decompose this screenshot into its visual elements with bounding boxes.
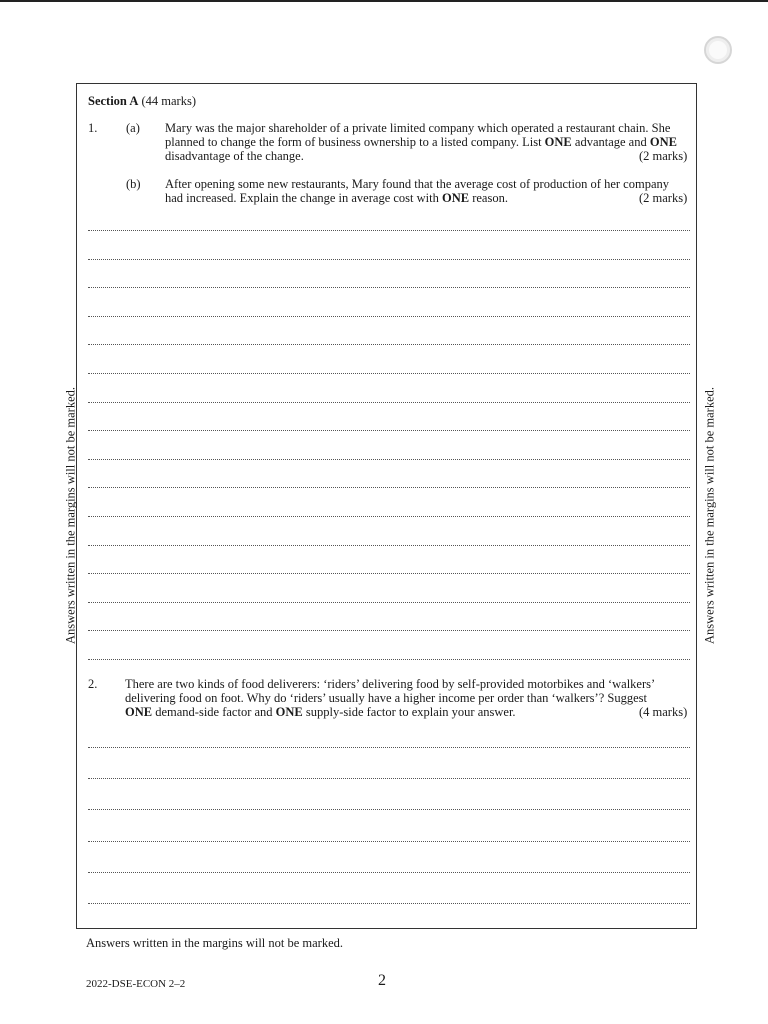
paper-code: 2022-DSE-ECON 2–2 [86,978,186,990]
answer-line[interactable] [88,344,690,345]
section-marks: (44 marks) [141,94,196,108]
answer-line[interactable] [88,487,690,488]
question-2-text-line: There are two kinds of food deliverers: ‘riders’ delivering food by self-provided motorbikes and ‘walkers’ [125,677,656,691]
answer-line[interactable] [88,516,690,517]
question-1a-text-line: planned to change the form of business ownership to a listed company. List ONE advantage and ONE [165,135,677,149]
question-1b-text-line: had increased. Explain the change in average cost with ONE reason. [165,191,508,205]
question-1a-text-line: disadvantage of the change. [165,149,304,163]
answer-line[interactable] [88,259,690,260]
footer-margin-note: Answers written in the margins will not be marked. [86,936,344,950]
question-1a-text [165,121,677,163]
question-2-text-emphasis: ONE [275,705,303,719]
answer-line[interactable] [88,573,690,574]
right-margin-note: Answers written in the margins will not be marked. [702,387,717,645]
section-label: Section A [88,94,139,108]
question-1b-marks: (2 marks) [639,191,688,205]
question-2-text-line: delivering food on foot. Why do ‘riders’ usually have a higher income per order than ‘walkers’? Suggest [125,691,647,705]
question-2-text [125,677,655,719]
answer-line[interactable] [88,903,690,904]
question-2-number: 2. [88,677,98,691]
answer-line[interactable] [88,230,690,231]
answer-line[interactable] [88,809,690,810]
answer-line[interactable] [88,373,690,374]
question-1a-label: (a) [126,121,140,135]
question-1a-text-line: Mary was the major shareholder of a private limited company which operated a restaurant chain. She [165,121,671,135]
question-1a-text-emphasis: ONE [649,135,677,149]
answer-line[interactable] [88,659,690,660]
question-1b-text [165,177,669,205]
answer-line[interactable] [88,459,690,460]
corner-circle-icon [704,36,732,64]
answer-line[interactable] [88,602,690,603]
page-number: 2 [378,972,386,989]
answer-line[interactable] [88,778,690,779]
question-1b-text-line: After opening some new restaurants, Mary found that the average cost of production of her company [165,177,670,191]
answer-line[interactable] [88,630,690,631]
question-2-marks: (4 marks) [639,705,688,719]
answer-line[interactable] [88,747,690,748]
question-2-text-emphasis: ONE [125,705,153,719]
answer-frame [76,83,697,929]
answer-line[interactable] [88,872,690,873]
top-edge-rule [0,0,768,2]
question-1b-text-emphasis: ONE [441,191,470,205]
question-1b-label: (b) [126,177,141,191]
answer-line[interactable] [88,402,690,403]
answer-line[interactable] [88,545,690,546]
section-heading [88,94,196,108]
left-margin-note: Answers written in the margins will not be marked. [63,387,78,645]
question-1-number: 1. [88,121,98,135]
answer-line[interactable] [88,316,690,317]
answer-line[interactable] [88,287,690,288]
question-2-text-line: ONE demand-side factor and ONE supply-side factor to explain your answer. [125,705,516,719]
answer-line[interactable] [88,430,690,431]
question-1a-text-emphasis: ONE [544,135,572,149]
answer-line[interactable] [88,841,690,842]
question-1a-marks: (2 marks) [639,149,688,163]
